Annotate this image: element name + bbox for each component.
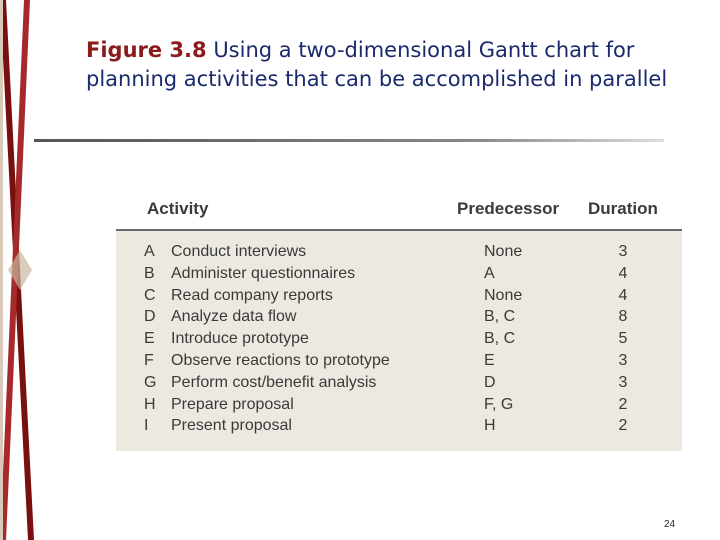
page-number: 24: [664, 519, 676, 530]
activity-table: [116, 193, 682, 451]
cell-activity: Prepare proposal: [171, 395, 294, 413]
cell-letter: E: [144, 330, 155, 348]
cell-duration: 2: [618, 417, 628, 435]
cell-duration: 3: [618, 373, 628, 391]
cell-predecessor: F, G: [484, 395, 514, 413]
table-row: [116, 241, 682, 263]
figure-label: Figure 3.8: [86, 38, 207, 62]
cell-letter: H: [144, 395, 156, 413]
cell-activity: Analyze data flow: [171, 308, 297, 326]
cell-predecessor: B, C: [484, 330, 516, 348]
table-body: [116, 231, 682, 451]
cell-predecessor: B, C: [484, 308, 516, 326]
cell-duration: 4: [618, 286, 628, 304]
table-row: [116, 285, 682, 307]
header-activity: Activity: [147, 199, 209, 218]
table-row: [116, 372, 682, 394]
decorative-border: [0, 0, 34, 540]
table-header: [116, 193, 682, 231]
cell-letter: B: [144, 264, 155, 282]
cell-letter: A: [144, 243, 155, 260]
header-duration: Duration: [588, 199, 658, 218]
cell-predecessor: D: [484, 373, 496, 391]
table-row: [116, 415, 682, 437]
cell-letter: G: [144, 373, 157, 391]
table-row: [116, 394, 682, 416]
cell-activity: Introduce prototype: [171, 330, 309, 348]
cell-duration: 4: [618, 264, 628, 282]
cell-duration: 5: [618, 330, 628, 348]
cell-duration: 2: [618, 395, 628, 413]
title-line2: planning activities that can be accomplished in parallel: [86, 67, 668, 91]
cell-duration: 3: [618, 351, 628, 369]
cell-activity: Perform cost/benefit analysis: [171, 373, 377, 391]
cell-duration: 8: [618, 308, 628, 326]
title-divider: [34, 139, 664, 142]
cell-activity: Administer questionnaires: [171, 264, 356, 282]
cell-predecessor: None: [484, 286, 523, 304]
table-row: [116, 328, 682, 350]
table-row: [116, 263, 682, 285]
cell-predecessor: H: [484, 417, 496, 435]
title-line1: Using a two-dimensional Gantt chart for: [206, 38, 635, 62]
cell-activity: Observe reactions to prototype: [171, 351, 390, 369]
cell-duration: 3: [618, 243, 628, 260]
table-row: [116, 306, 682, 328]
cell-activity: Read company reports: [171, 286, 333, 304]
cell-predecessor: E: [484, 351, 495, 369]
cell-letter: C: [144, 286, 156, 304]
cell-letter: I: [144, 417, 149, 435]
cell-activity: Conduct interviews: [171, 243, 307, 260]
cell-predecessor: A: [484, 264, 495, 282]
header-predecessor: Predecessor: [457, 199, 560, 218]
table-row: [116, 350, 682, 372]
cell-predecessor: None: [484, 243, 523, 260]
cell-activity: Present proposal: [171, 417, 292, 435]
slide-title: [86, 36, 696, 94]
cell-letter: D: [144, 308, 156, 326]
cell-letter: F: [144, 351, 154, 369]
